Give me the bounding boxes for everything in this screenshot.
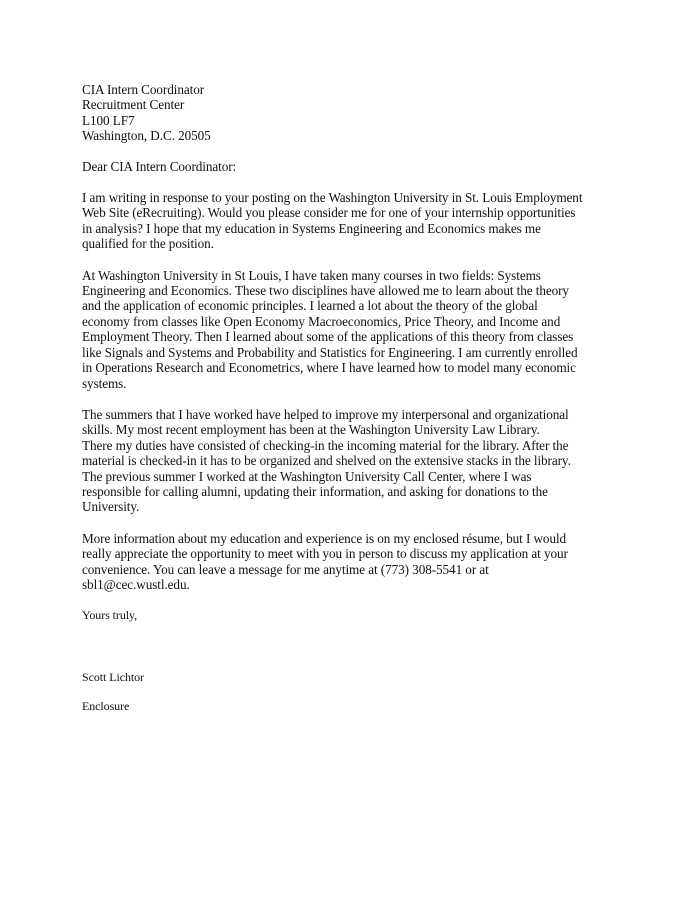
paragraph-line: really appreciate the opportunity to meet with you in person to discuss my application at your	[82, 546, 568, 562]
paragraph-line: systems.	[82, 375, 127, 391]
paragraph-line: like Signals and Systems and Probability and Statistics for Engineering. I am currently enrolled	[82, 344, 578, 360]
signature-name: Scott Lichtor	[82, 669, 144, 684]
address-line: CIA Intern Coordinator	[82, 82, 205, 97]
paragraph-line: in Operations Research and Econometrics, where I have learned how to model many economic	[82, 360, 576, 376]
salutation: Dear CIA Intern Coordinator:	[82, 158, 237, 174]
paragraph-line: Employment Theory. Then I learned about some of the applications of this theory from classes	[82, 329, 574, 345]
closing: Yours truly,	[82, 608, 138, 623]
paragraph-line: I am writing in response to your posting on the Washington University in St. Louis Employment	[82, 190, 583, 206]
paragraph-experience	[82, 407, 617, 515]
paragraph-line: skills. My most recent employment has been at the Washington University Law Library.	[82, 422, 540, 438]
cover-letter	[82, 82, 617, 715]
paragraph-line: The previous summer I worked at the Washington University Call Center, where I was	[82, 468, 532, 484]
enclosure-note: Enclosure	[82, 699, 130, 714]
recipient-address	[82, 82, 617, 144]
paragraph-line: material is checked-in it has to be organized and shelved on the extensive stacks in the library.	[82, 453, 571, 469]
address-line: Recruitment Center	[82, 97, 185, 113]
address-line: L100 LF7	[82, 112, 135, 128]
paragraph-education	[82, 268, 617, 391]
address-line: Washington, D.C. 20505	[82, 128, 211, 144]
paragraph-line: Web Site (eRecruiting). Would you please consider me for one of your internship opportunities	[82, 205, 576, 221]
paragraph-line: and the application of economic principles. I learned a lot about the theory of the global	[82, 298, 538, 314]
paragraph-line: in analysis? I hope that my education in Systems Engineering and Economics makes me	[82, 220, 541, 236]
paragraph-line: qualified for the position.	[82, 236, 214, 252]
paragraph-line: At Washington University in St Louis, I have taken many courses in two fields: Systems	[82, 267, 541, 283]
paragraph-introduction	[82, 190, 617, 252]
paragraph-line: There my duties have consisted of checking-in the incoming material for the library. After the	[82, 437, 569, 453]
paragraph-line: The summers that I have worked have helped to improve my interpersonal and organizational	[82, 406, 569, 422]
paragraph-line: responsible for calling alumni, updating their information, and asking for donations to the	[82, 483, 548, 499]
paragraph-line: convenience. You can leave a message for me anytime at (773) 308-5541 or at	[82, 561, 489, 577]
paragraph-line: More information about my education and experience is on my enclosed résume, but I would	[82, 530, 567, 546]
paragraph-line: University.	[82, 499, 140, 515]
paragraph-line: Engineering and Economics. These two disciplines have allowed me to learn about the theory	[82, 283, 569, 299]
paragraph-line: sbl1@cec.wustl.edu.	[82, 576, 190, 592]
paragraph-contact	[82, 531, 617, 593]
paragraph-line: economy from classes like Open Economy Macroeconomics, Price Theory, and Income and	[82, 313, 561, 329]
